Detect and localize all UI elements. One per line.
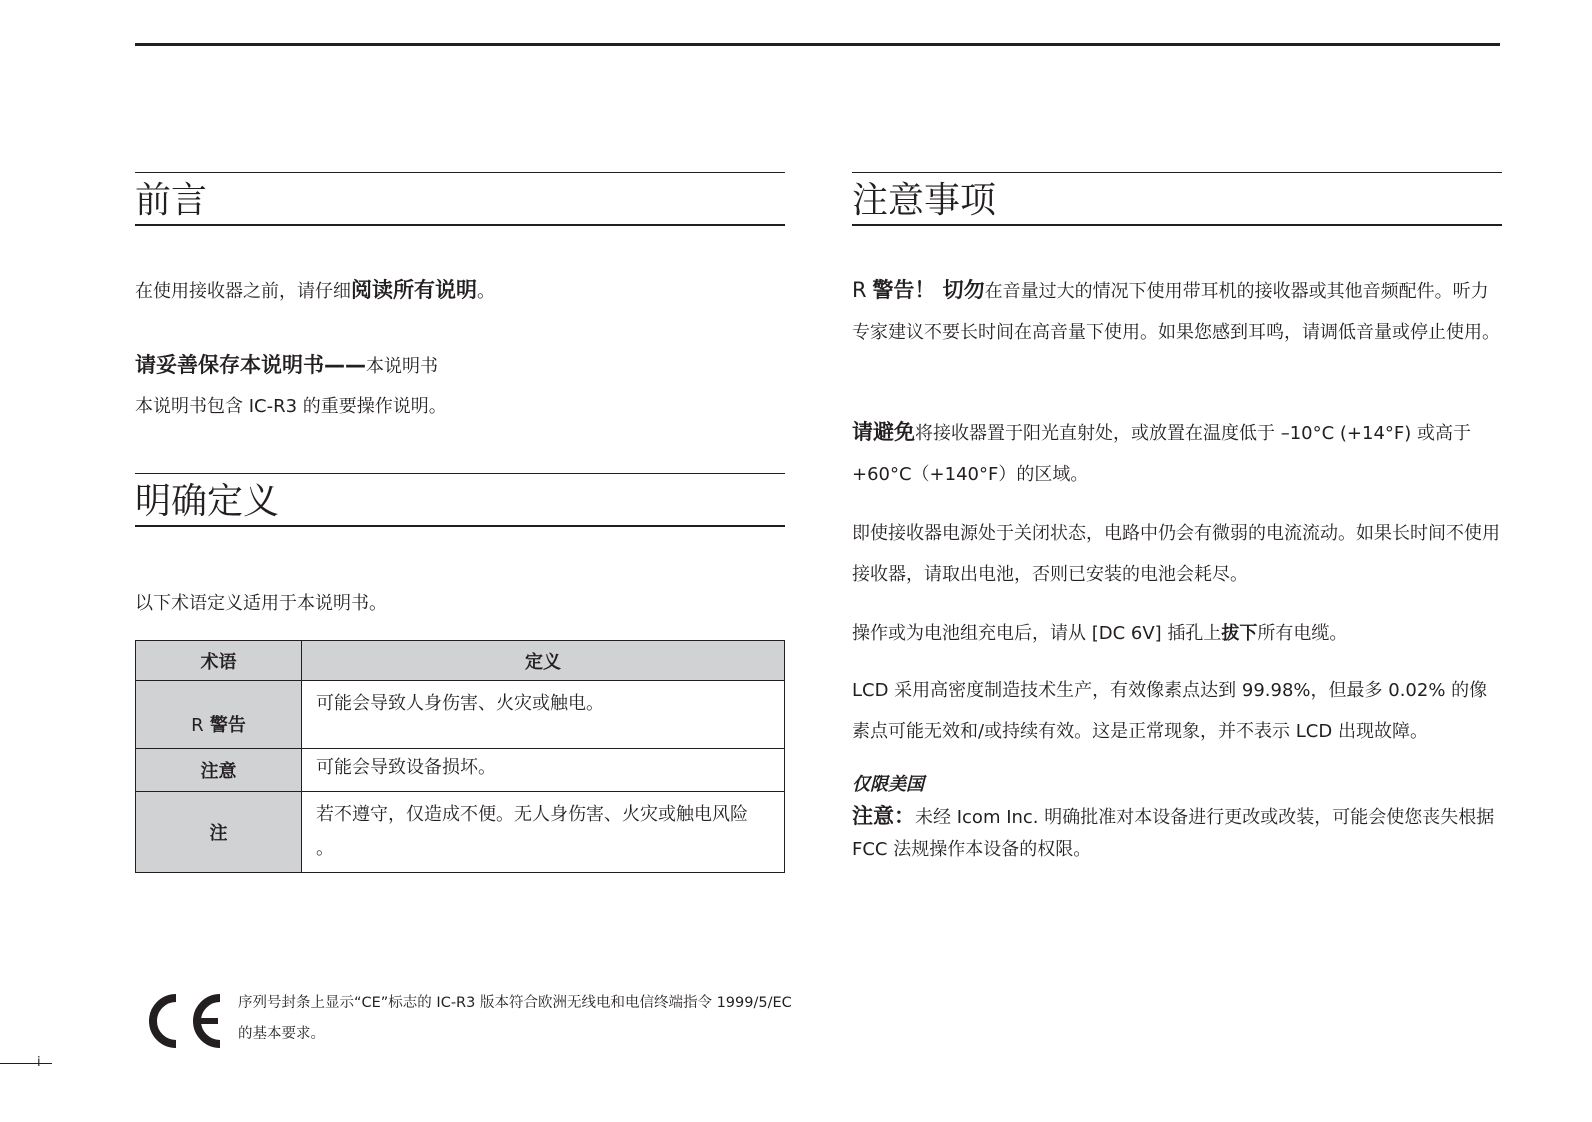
top-rule: [135, 43, 1500, 46]
warning-bold: 警告！ 切勿: [872, 278, 985, 302]
keep-manual-line: [135, 345, 785, 387]
term-note: 注: [136, 792, 302, 873]
definitions-heading-block: [135, 473, 785, 527]
fcc-caution-bold: 注意：: [852, 804, 915, 828]
avoid-paragraph: [852, 412, 1502, 495]
definitions-heading: 明确定义: [135, 481, 280, 522]
term-warning-label: 警告: [209, 714, 246, 736]
table-row: [136, 681, 785, 749]
cable-paragraph: [852, 613, 1502, 654]
precautions-heading: 注意事项: [852, 180, 997, 221]
ce-statement: 序列号封条上显示“CE”标志的 IC-R3 版本符合欧洲无线电和电信终端指令 1999/5/EC 的基本要求。: [238, 995, 792, 1042]
warning-mark: R: [852, 278, 867, 302]
table-row: [136, 749, 785, 792]
definition-warning: 可能会导致人身伤害、火灾或触电。: [302, 681, 785, 749]
manual-contains: 本说明书包含 IC-R3 的重要操作说明。: [135, 396, 447, 417]
ce-mark-icon: [142, 990, 224, 1052]
definitions-intro: 以下术语定义适用于本说明书。: [135, 593, 387, 614]
definition-note-cont: 。: [316, 838, 334, 859]
cable-text-after: 所有电缆。: [1257, 623, 1348, 644]
cable-text-before: 操作或为电池组充电后，请从 [DC 6V] 插孔上: [852, 623, 1222, 644]
definition-note-text: 若不遵守，仅造成不便。无人身伤害、火灾或触电风险: [316, 804, 748, 825]
usa-only-text: 仅限美国: [852, 774, 924, 795]
avoid-text: 将接收器置于阳光直射处，或放置在温度低于 –10°C (+14°F) 或高于 +60°C（+140°F）的区域。: [852, 423, 1472, 485]
fcc-paragraph: [852, 800, 1502, 866]
foreword-heading: 前言: [135, 180, 208, 221]
definition-note: [302, 792, 785, 873]
term-caution: 注意: [136, 749, 302, 792]
warning-paragraph: [852, 270, 1502, 353]
foreword-intro-end: 。: [477, 281, 495, 302]
foreword-intro: [135, 270, 785, 312]
col-term-header: 术语: [136, 641, 302, 681]
lcd-paragraph: LCD 采用高密度制造技术生产，有效像素点达到 99.98%，但最多 0.02% 的像素点可能无效和/或持续有效。这是正常现象，并不表示 LCD 出现故障。: [852, 680, 1488, 742]
page-number-rule: [0, 1063, 52, 1064]
keep-manual-bold: 请妥善保存本说明书——: [135, 353, 366, 377]
definition-caution: 可能会导致设备损坏。: [302, 749, 785, 792]
power-off-paragraph: 即使接收器电源处于关闭状态，电路中仍会有微弱的电流流动。如果长时间不使用接收器，请取出电池，否则已安装的电池会耗尽。: [852, 523, 1500, 585]
fcc-caution-text: 未经 Icom Inc. 明确批准对本设备进行更改或改装，可能会使您丧失根据 FCC 法规操作本设备的权限。: [852, 807, 1495, 860]
col-definition-header: 定义: [302, 641, 785, 681]
table-header-row: [136, 641, 785, 681]
foreword-intro-text: 在使用接收器之前，请仔细: [135, 281, 351, 302]
warning-mark: R: [191, 714, 204, 736]
usa-only-label: [852, 770, 1502, 800]
cable-bold: 拔下: [1221, 623, 1258, 644]
term-warning: [136, 681, 302, 749]
precautions-heading-block: [852, 172, 1502, 226]
avoid-bold: 请避免: [852, 420, 915, 444]
foreword-heading-block: [135, 172, 785, 226]
foreword-intro-bold: 阅读所有说明: [351, 278, 477, 302]
table-row: [136, 792, 785, 873]
definitions-table: [135, 640, 785, 873]
keep-manual-text: 本说明书: [366, 356, 438, 377]
warning-text: 在音量过大的情况下使用带耳机的接收器或其他音频配件。听力专家建议不要长时间在高音量下使用。如果您感到耳鸣，请调低音量或停止使用。: [852, 281, 1500, 343]
